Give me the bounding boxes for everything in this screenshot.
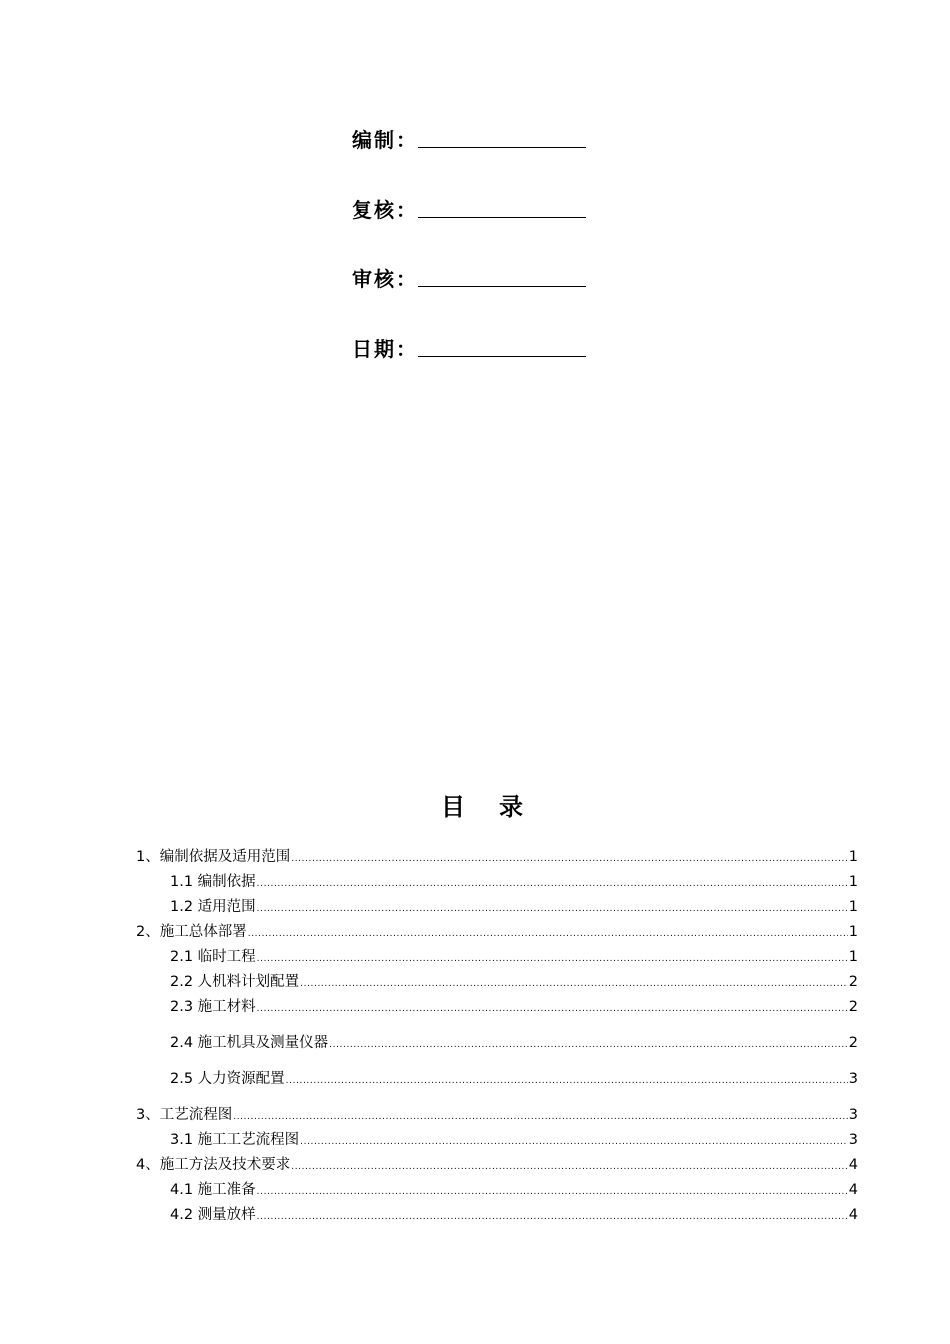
toc-leader-dots (286, 1071, 848, 1091)
toc-leader-dots (257, 1182, 848, 1202)
toc-entry-resource-plan[interactable] (170, 972, 858, 994)
toc-entry-process-flow[interactable] (136, 1105, 858, 1127)
toc-leader-dots (257, 949, 848, 969)
toc-entry-machinery-and-instruments[interactable] (170, 1033, 858, 1055)
toc-entry-page: 1 (848, 874, 858, 890)
toc-entry-page: 4 (848, 1182, 858, 1198)
toc-entry-page: 2 (848, 1035, 858, 1051)
toc-entry-scope[interactable] (170, 897, 858, 919)
toc-entry-methods-and-requirements[interactable] (136, 1155, 858, 1177)
toc-title: 目录 (441, 792, 557, 821)
toc-entry-text: 2.2 人机料计划配置 (170, 974, 300, 990)
toc-leader-dots (257, 899, 848, 919)
toc-entry-page: 1 (848, 899, 858, 915)
toc-entry-text: 3.1 施工工艺流程图 (170, 1132, 300, 1148)
toc-leader-dots (257, 874, 848, 894)
toc-leader-dots (300, 974, 848, 994)
toc-entry-text: 3、工艺流程图 (136, 1107, 233, 1123)
sign-label-date: 日期： (352, 337, 418, 361)
toc-entry-materials[interactable] (170, 997, 858, 1019)
toc-leader-dots (291, 1157, 848, 1177)
toc-entry-text: 1、编制依据及适用范围 (136, 849, 291, 865)
toc-leader-dots (233, 1107, 848, 1127)
sign-label-approver: 审核： (352, 267, 418, 291)
toc-leader-dots (329, 1035, 848, 1055)
toc-entry-construction-flow-chart[interactable] (170, 1130, 858, 1152)
toc-entry-survey-setting-out[interactable] (170, 1205, 858, 1227)
toc-entry-text: 2.3 施工材料 (170, 999, 256, 1015)
toc-leader-dots (248, 924, 848, 944)
toc-entry-basis-and-scope[interactable] (136, 847, 858, 869)
toc-entry-text: 4.1 施工准备 (170, 1182, 256, 1198)
toc-leader-dots (257, 1207, 848, 1227)
sign-label-compiler: 编制： (352, 128, 418, 152)
toc-entry-general-deployment[interactable] (136, 922, 858, 944)
toc-entry-text: 2.1 临时工程 (170, 949, 256, 965)
toc-entry-temporary-works[interactable] (170, 947, 858, 969)
toc-entry-text: 2.5 人力资源配置 (170, 1071, 285, 1087)
toc-leader-dots (300, 1132, 848, 1152)
toc-entry-text: 4.2 测量放样 (170, 1207, 256, 1223)
toc-entry-preparation[interactable] (170, 1180, 858, 1202)
toc-entry-text: 2、施工总体部署 (136, 924, 247, 940)
toc-entry-text: 2.4 施工机具及测量仪器 (170, 1035, 329, 1051)
toc-entry-page: 1 (848, 924, 858, 940)
toc-leader-dots (257, 999, 848, 1019)
toc-entry-page: 3 (848, 1107, 858, 1123)
toc-entry-text: 1.1 编制依据 (170, 874, 256, 890)
toc-entry-page: 2 (848, 999, 858, 1015)
toc-entry-page: 4 (848, 1157, 858, 1173)
sign-label-reviewer: 复核： (352, 198, 418, 222)
toc-entry-page: 2 (848, 974, 858, 990)
toc-entry-text: 4、施工方法及技术要求 (136, 1157, 291, 1173)
toc-leader-dots (291, 849, 848, 869)
toc-entry-manpower[interactable] (170, 1069, 858, 1091)
toc-entry-page: 3 (848, 1132, 858, 1148)
toc-entry-page: 1 (848, 949, 858, 965)
toc-entry-page: 4 (848, 1207, 858, 1223)
toc-entry-basis[interactable] (170, 872, 858, 894)
toc-entry-page: 3 (848, 1071, 858, 1087)
toc-entry-text: 1.2 适用范围 (170, 899, 256, 915)
toc-entry-page: 1 (848, 849, 858, 865)
